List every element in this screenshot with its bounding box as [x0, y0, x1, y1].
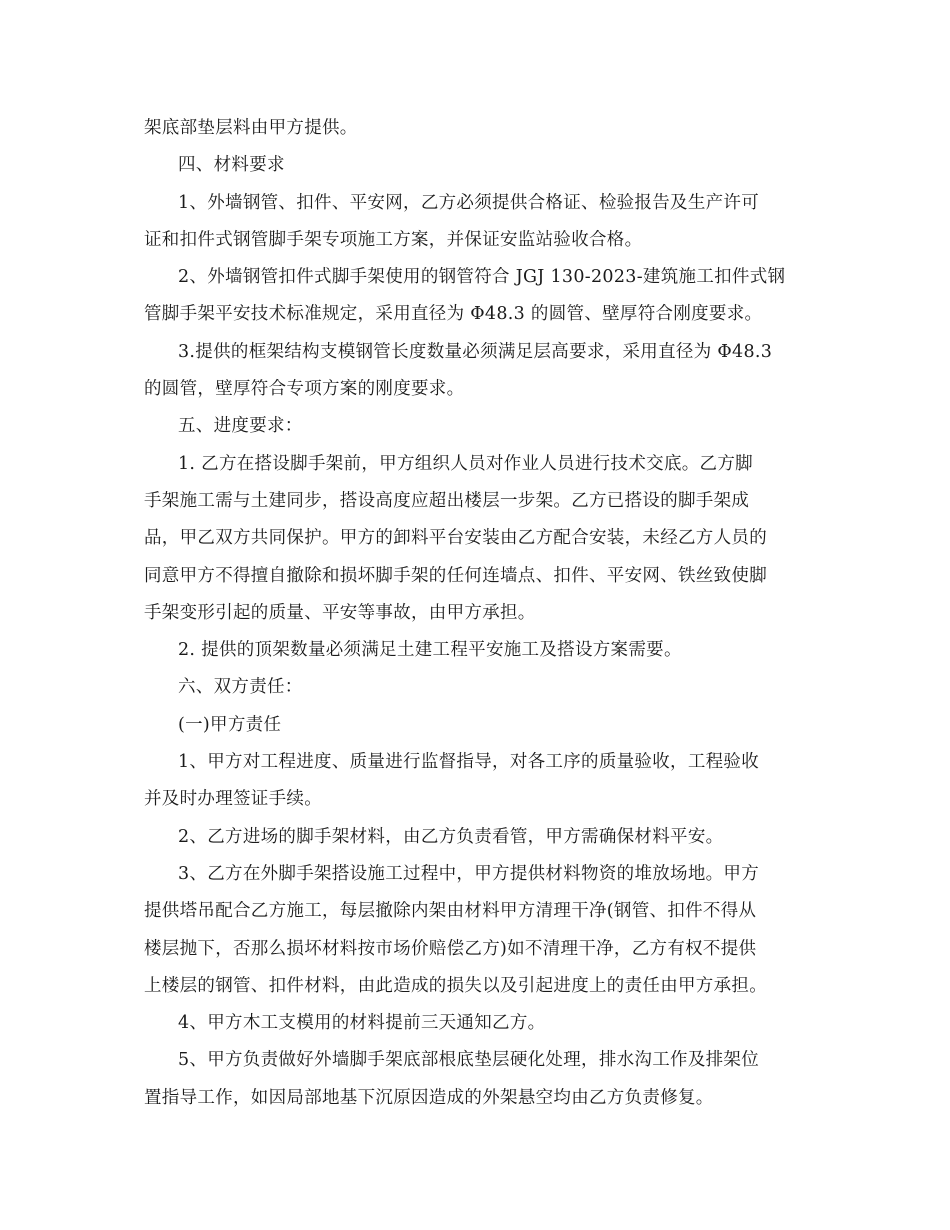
text-line: 手架施工需与土建同步，搭设高度应超出楼层一步架。乙方已搭设的脚手架成: [144, 490, 750, 511]
text-line: 五、进度要求：: [178, 416, 303, 437]
text-line: 提供塔吊配合乙方施工，每层撤除内架由材料甲方清理干净(钢管、扣件不得从: [144, 901, 757, 922]
text-line: 四、材料要求: [178, 155, 285, 176]
text-line: (一)甲方责任: [178, 714, 282, 735]
text-line: 管脚手架平安技术标准规定，采用直径为 Φ48.3 的圆管、壁厚符合刚度要求。: [144, 304, 763, 325]
text-line: 3.提供的框架结构支模钢管长度数量必须满足层高要求，采用直径为 Φ48.3: [178, 341, 773, 362]
text-line: 六、双方责任：: [178, 677, 303, 698]
text-line: 5、甲方负责做好外墙脚手架底部根底垫层硬化处理，排水沟工作及排架位: [178, 1050, 760, 1071]
text-line: 2、外墙钢管扣件式脚手架使用的钢管符合 JGJ 130-2023-建筑施工扣件式钢: [178, 267, 786, 288]
text-line: 证和扣件式钢管脚手架专项施工方案，并保证安监站验收合格。: [144, 229, 643, 250]
text-line: 1、甲方对工程进度、质量进行监督指导，对各工序的质量验收，工程验收: [178, 752, 760, 773]
text-line: 同意甲方不得擅自撤除和损坏脚手架的任何连墙点、扣件、平安网、铁丝致使脚: [144, 565, 767, 586]
document-body: [144, 110, 808, 1117]
text-line: 2. 提供的顶架数量必须满足土建工程平安施工及搭设方案需要。: [178, 640, 682, 661]
text-line: 楼层抛下，否那么损坏材料按市场价赔偿乙方)如不清理干净，乙方有权不提供: [144, 938, 757, 959]
text-line: 手架变形引起的质量、平安等事故，由甲方承担。: [144, 602, 536, 623]
text-line: 的圆管，壁厚符合专项方案的刚度要求。: [144, 379, 465, 400]
text-line: 架底部垫层料由甲方提供。: [144, 118, 358, 138]
text-line: 上楼层的钢管、扣件材料，由此造成的损失以及引起进度上的责任由甲方承担。: [144, 975, 767, 996]
text-line: 1. 乙方在搭设脚手架前，甲方组织人员对作业人员进行技术交底。乙方脚: [178, 453, 753, 474]
text-line: 3、乙方在外脚手架搭设施工过程中，甲方提供材料物资的堆放场地。甲方: [178, 863, 760, 884]
text-line: 4、甲方木工支模用的材料提前三天通知乙方。: [178, 1013, 546, 1034]
text-line: 2、乙方进场的脚手架材料，由乙方负责看管，甲方需确保材料平安。: [178, 826, 724, 847]
text-line: 1、外墙钢管、扣件、平安网，乙方必须提供合格证、检验报告及生产许可: [178, 192, 760, 213]
text-line: 品，甲乙双方共同保护。甲方的卸料平台安装由乙方配合安装，未经乙方人员的: [144, 528, 767, 549]
text-line: 置指导工作，如因局部地基下沉原因造成的外架悬空均由乙方负责修复。: [144, 1087, 714, 1108]
text-line: 并及时办理签证手续。: [144, 789, 322, 810]
